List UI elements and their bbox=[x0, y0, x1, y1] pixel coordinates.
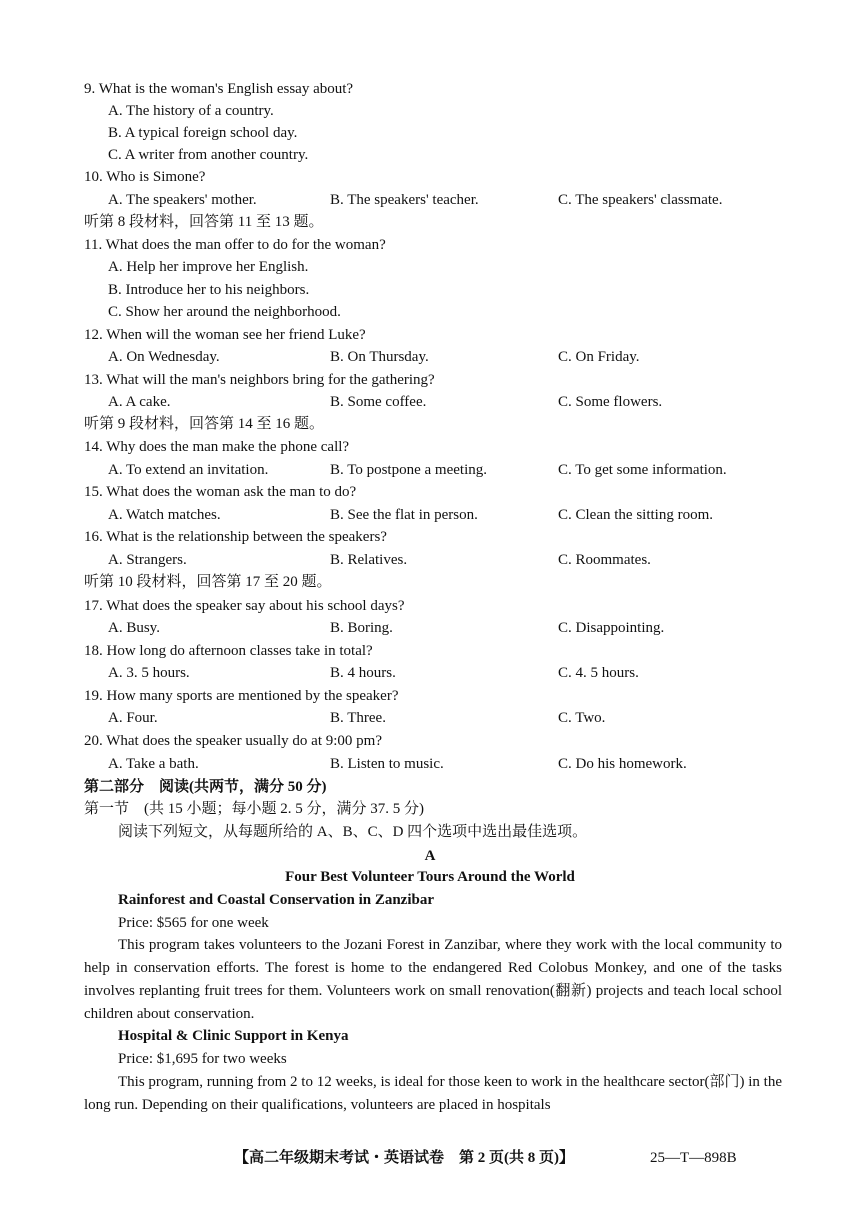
question-17-option-b: B. Boring. bbox=[330, 620, 393, 636]
program-1-price: Price: $565 for one week bbox=[118, 915, 269, 931]
question-19-option-a: A. Four. bbox=[108, 710, 158, 726]
section-10-heading: 听第 10 段材料，回答第 17 至 20 题。 bbox=[84, 574, 332, 590]
question-9-option-a: A. The history of a country. bbox=[108, 103, 274, 119]
reading-instruction: 阅读下列短文，从每题所给的 A、B、C、D 四个选项中选出最佳选项。 bbox=[118, 824, 588, 840]
question-16-option-b: B. Relatives. bbox=[330, 552, 408, 568]
question-16-stem: 16. What is the relationship between the speakers? bbox=[84, 529, 387, 545]
question-9-option-c: C. A writer from another country. bbox=[108, 147, 309, 163]
question-18-option-a: A. 3. 5 hours. bbox=[108, 665, 190, 681]
question-11-option-c: C. Show her around the neighborhood. bbox=[108, 304, 341, 320]
question-15-stem: 15. What does the woman ask the man to do? bbox=[84, 484, 357, 500]
program-2-price: Price: $1,695 for two weeks bbox=[118, 1051, 287, 1067]
question-9-stem: 9. What is the woman's English essay about? bbox=[84, 81, 354, 97]
program-1-description: This program takes volunteers to the Jozani Forest in Zanzibar, where they work with the local community to help in conservation efforts. The forest is home to the endangered Red Colobus Monkey, and one of the tasks involves replanting fruit trees for them. Volunteers work on small renovation(翻新) projects and teach local school children about conservation. bbox=[84, 937, 782, 1022]
question-12-option-a: A. On Wednesday. bbox=[108, 349, 220, 365]
question-12-option-c: C. On Friday. bbox=[558, 349, 640, 365]
question-10-stem: 10. Who is Simone? bbox=[84, 169, 206, 185]
question-20-stem: 20. What does the speaker usually do at 9:00 pm? bbox=[84, 733, 382, 749]
question-17-option-a: A. Busy. bbox=[108, 620, 160, 636]
question-11-option-b: B. Introduce her to his neighbors. bbox=[108, 282, 310, 298]
question-10-option-a: A. The speakers' mother. bbox=[108, 192, 257, 208]
question-10-option-b: B. The speakers' teacher. bbox=[330, 192, 479, 208]
question-13-stem: 13. What will the man's neighbors bring for the gathering? bbox=[84, 372, 435, 388]
question-17-option-c: C. Disappointing. bbox=[558, 620, 665, 636]
question-13-option-a: A. A cake. bbox=[108, 394, 171, 410]
question-20-option-a: A. Take a bath. bbox=[108, 756, 199, 772]
question-18-stem: 18. How long do afternoon classes take in total? bbox=[84, 643, 373, 659]
passage-letter: A bbox=[424, 848, 436, 864]
question-14-stem: 14. Why does the man make the phone call? bbox=[84, 439, 350, 455]
part-two-title: 第二部分 阅读(共两节，满分 50 分) bbox=[84, 779, 327, 795]
question-9-option-b: B. A typical foreign school day. bbox=[108, 125, 298, 141]
section-9-heading: 听第 9 段材料，回答第 14 至 16 题。 bbox=[84, 416, 325, 432]
program-2-description: This program, running from 2 to 12 weeks, is ideal for those keen to work in the healthcare sector(部门) in the long run. Depending on their qualifications, volunteers are placed in hospitals bbox=[84, 1074, 782, 1113]
question-11-option-a: A. Help her improve her English. bbox=[108, 259, 309, 275]
section-8-heading: 听第 8 段材料，回答第 11 至 13 题。 bbox=[84, 214, 324, 230]
question-18-option-c: C. 4. 5 hours. bbox=[558, 665, 639, 681]
question-14-option-c: C. To get some information. bbox=[558, 462, 727, 478]
program-2-title: Hospital & Clinic Support in Kenya bbox=[118, 1028, 349, 1044]
question-16-option-c: C. Roommates. bbox=[558, 552, 651, 568]
page-footer-label: 【高二年级期末考试・英语试卷 第 2 页(共 8 页)】 bbox=[234, 1150, 574, 1166]
question-11-stem: 11. What does the man offer to do for the woman? bbox=[84, 237, 386, 253]
question-19-stem: 19. How many sports are mentioned by the speaker? bbox=[84, 688, 399, 704]
question-13-option-c: C. Some flowers. bbox=[558, 394, 663, 410]
program-1-title: Rainforest and Coastal Conservation in Zanzibar bbox=[118, 892, 434, 908]
question-20-option-b: B. Listen to music. bbox=[330, 756, 444, 772]
passage-title: Four Best Volunteer Tours Around the World bbox=[285, 869, 575, 885]
question-15-option-c: C. Clean the sitting room. bbox=[558, 507, 713, 523]
page-footer-code: 25—T—898B bbox=[650, 1150, 737, 1166]
question-14-option-a: A. To extend an invitation. bbox=[108, 462, 269, 478]
question-17-stem: 17. What does the speaker say about his school days? bbox=[84, 598, 405, 614]
question-12-option-b: B. On Thursday. bbox=[330, 349, 429, 365]
section-one-title: 第一节 (共 15 小题；每小题 2. 5 分，满分 37. 5 分) bbox=[84, 801, 424, 817]
question-20-option-c: C. Do his homework. bbox=[558, 756, 687, 772]
question-15-option-a: A. Watch matches. bbox=[108, 507, 221, 523]
question-19-option-c: C. Two. bbox=[558, 710, 606, 726]
question-19-option-b: B. Three. bbox=[330, 710, 386, 726]
question-15-option-b: B. See the flat in person. bbox=[330, 507, 478, 523]
question-13-option-b: B. Some coffee. bbox=[330, 394, 427, 410]
question-18-option-b: B. 4 hours. bbox=[330, 665, 396, 681]
question-10-option-c: C. The speakers' classmate. bbox=[558, 192, 723, 208]
question-16-option-a: A. Strangers. bbox=[108, 552, 187, 568]
question-12-stem: 12. When will the woman see her friend Luke? bbox=[84, 327, 366, 343]
question-14-option-b: B. To postpone a meeting. bbox=[330, 462, 487, 478]
